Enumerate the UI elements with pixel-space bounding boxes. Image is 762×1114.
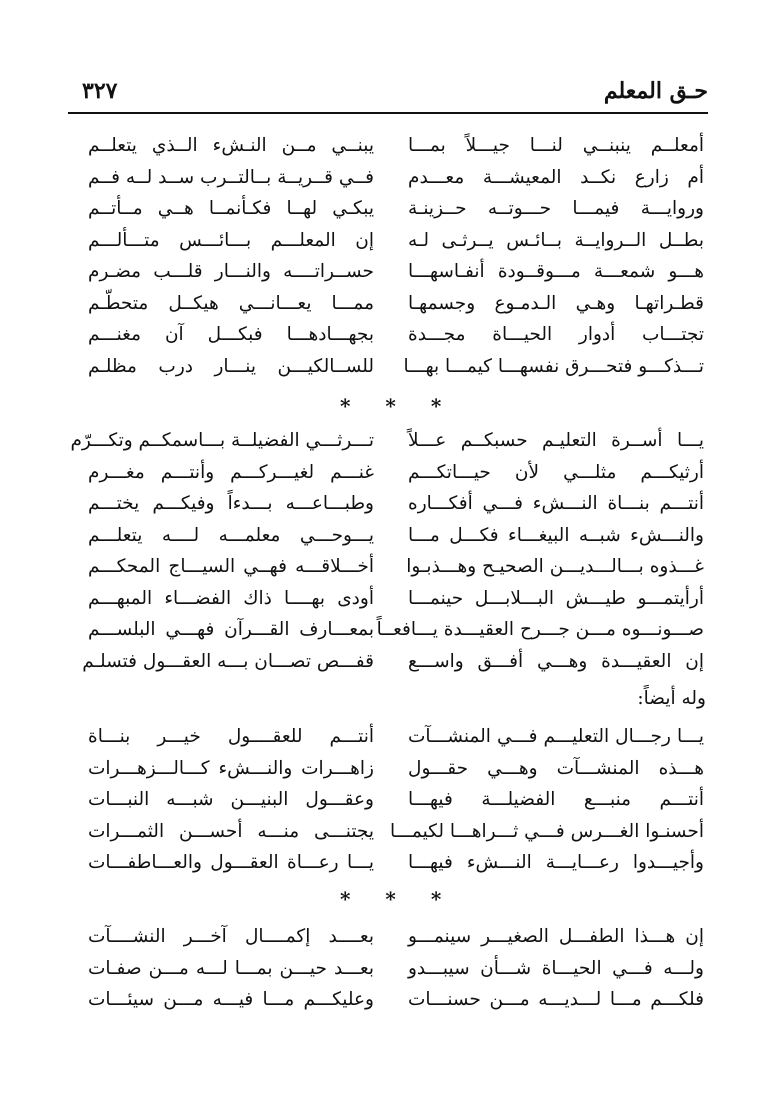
verse-second-hemistich: فــي قــريــة بــالتــرب ســد لــه فــم bbox=[87, 166, 374, 188]
verse-first-hemistich: غـــذوه بـــالـــديـــن الصحيـح وهـــذبـوا bbox=[406, 556, 704, 577]
verse-row bbox=[68, 520, 708, 552]
verse-first-hemistich: إن العقيـــدة وهـــي أفـــق واســـع bbox=[408, 650, 704, 672]
verse-second-hemistich: يـــا رعـــاة العقـــول والعـــاطفـــات bbox=[88, 852, 374, 873]
verse-row bbox=[68, 984, 708, 1016]
verse-second-hemistich: يبكـي لهــا فكـأنمــا هــي مــأتــم bbox=[88, 198, 374, 219]
verse-row bbox=[68, 816, 708, 848]
verse-row bbox=[68, 551, 708, 583]
verse-row bbox=[68, 319, 708, 351]
verse-first-hemistich: أمعلــم ينبنــي لنـــا جيـــلاً بمـــا bbox=[408, 135, 704, 156]
verse-second-hemistich: تـــرثـــي الفضيلــة بـــاسمكــم وتكـــرّم bbox=[70, 430, 374, 451]
verse-row bbox=[68, 193, 708, 225]
verse-first-hemistich: بطــل الــروايــة بــائـس يــرثـى لـه bbox=[408, 229, 704, 251]
page-number: ٣٢٧ bbox=[82, 78, 118, 104]
verse-first-hemistich: والنـــشء شبــه البيغـــاء فكـــل مـــا bbox=[408, 524, 704, 546]
verse-first-hemistich: هـــو شمعـــة مـــوقــودة أنفـاسهـــا bbox=[408, 261, 704, 282]
verse-row bbox=[68, 784, 708, 816]
verse-second-hemistich: يـــوحـــي معلمـــه لــــه يتعلـــم bbox=[88, 524, 374, 546]
section-separator: * * * bbox=[340, 887, 456, 911]
verse-row bbox=[68, 847, 708, 879]
stanza-3 bbox=[68, 721, 708, 879]
verse-second-hemistich: أخـــلاقـــه فهــي السيـــاج المحكـــم bbox=[88, 556, 374, 577]
verse-second-hemistich: يجتنـــى منـــه أحســـن الثمـــرات bbox=[88, 820, 374, 842]
verse-second-hemistich: وطبـــاعـــه بـــدءاً وفيكـــم يختـــم bbox=[88, 493, 374, 514]
verse-row bbox=[68, 162, 708, 194]
verse-second-hemistich: بعــــد إكمــــال آخـــر النشــــآت bbox=[88, 926, 374, 947]
page-header bbox=[68, 74, 708, 114]
verse-second-hemistich: ممـــا يعـــانـــي هيكــل متحطّـم bbox=[88, 292, 374, 314]
verse-row bbox=[68, 425, 708, 457]
verse-row bbox=[68, 225, 708, 257]
verse-first-hemistich: هـــذه المنشـــآت وهـــي حقـــول bbox=[408, 757, 704, 779]
verse-row bbox=[68, 953, 708, 985]
verse-first-hemistich: إن هـــذا الطفـــل الصغيـــر سينمـــو bbox=[408, 926, 704, 947]
section-note: وله أيضاً: bbox=[637, 688, 706, 709]
verse-first-hemistich: صـــونـــوه مـــن جـــرح العقيـــدة يـــافعــاً bbox=[376, 619, 704, 640]
verse-second-hemistich: غنـــم لغيـــركـــم وأنتـــم مغـــرم bbox=[88, 461, 374, 483]
verse-first-hemistich: فلكـــم مـــا لـــديـــه مـــن حسنـــات bbox=[408, 989, 704, 1010]
verse-second-hemistich: بعـــد حيـــن بمـــا لـــه مـــن صفـات bbox=[88, 957, 374, 979]
verse-second-hemistich: يبنــي مــن النـشء الــذي يتعلــم bbox=[88, 135, 374, 156]
verse-row bbox=[68, 614, 708, 646]
verse-first-hemistich: أرأيتمـــو طيـــش البـــلابـــل حينمـــا bbox=[408, 587, 704, 609]
stanza-1 bbox=[68, 130, 708, 382]
verse-first-hemistich: أنتـــم بنـــاة النـــشء فـــي أفكـــاره bbox=[408, 493, 704, 514]
verse-first-hemistich: تجتـــاب أدوار الحيـــاة مجـــدة bbox=[408, 324, 704, 345]
verse-first-hemistich: تـــذكـــو فتحـــرق نفسهـــا كيمـــا بهـــا bbox=[403, 355, 704, 377]
verse-row bbox=[68, 646, 708, 678]
verse-second-hemistich: وعليكـــم مـــا فيـــه مـــن سيئـــات bbox=[88, 989, 374, 1010]
verse-first-hemistich: قطـراتهـا وهـي الـدمـوع وجسمهـا bbox=[408, 292, 704, 314]
verse-first-hemistich: يـــا رجـــال التعليـــم فـــي المنشـــآت bbox=[408, 726, 704, 747]
verse-row bbox=[68, 488, 708, 520]
verse-row bbox=[68, 256, 708, 288]
verse-first-hemistich: أحسنـوا الغـــرس فـــي ثـــراهـــا لكيمـــا bbox=[389, 820, 704, 842]
running-title: حـق المعلم bbox=[603, 78, 708, 104]
verse-second-hemistich: زاهـــرات والنـــشء كـــالـــزهـــرات bbox=[88, 757, 374, 779]
verse-first-hemistich: أنتـــم منبـــع الفضيلـــة فيهـــا bbox=[408, 789, 704, 810]
verse-first-hemistich: أم زارع نكــد المعيشـــة معـــدم bbox=[408, 166, 704, 188]
verse-row bbox=[68, 721, 708, 753]
verse-first-hemistich: ولـــه فـــي الحيـــاة شـــأن سيبـــدو bbox=[408, 957, 704, 979]
verse-second-hemistich: أنتـــم للعقــــول خيـــر بنـــاة bbox=[88, 726, 374, 747]
verse-row bbox=[68, 351, 708, 383]
verse-row bbox=[68, 288, 708, 320]
verse-row bbox=[68, 583, 708, 615]
verse-row bbox=[68, 753, 708, 785]
verse-second-hemistich: قفـــص تصـــان بـــه العقـــول فتسلـم bbox=[82, 650, 374, 672]
stanza-4 bbox=[68, 921, 708, 1016]
stanza-2 bbox=[68, 425, 708, 677]
verse-first-hemistich: وروايـــة فيمـــا حـــوتــه حــزينـة bbox=[408, 198, 704, 219]
verse-second-hemistich: أودى بهــــا ذاك الفضـــاء المبهـــم bbox=[88, 587, 374, 609]
verse-second-hemistich: بجهـــادهـــا فبكـــل آن مغنـــم bbox=[88, 324, 374, 345]
verse-second-hemistich: حســراتــــه والنـــار قلـــب مضـرم bbox=[88, 261, 374, 282]
section-separator: * * * bbox=[340, 394, 456, 418]
verse-row bbox=[68, 921, 708, 953]
verse-second-hemistich: وعقـــول البنيـــن شبـــه النبـــات bbox=[88, 789, 374, 810]
verse-row bbox=[68, 130, 708, 162]
verse-second-hemistich: إن المعلـــم بـــائـــس متـــألـــم bbox=[88, 229, 374, 251]
verse-row bbox=[68, 457, 708, 489]
verse-second-hemistich: للســالكيـــن ينـــار درب مظلـم bbox=[88, 355, 374, 377]
verse-first-hemistich: يـــا أســرة التعليـم حسبكــم عـــلاً bbox=[408, 430, 704, 451]
verse-first-hemistich: وأجيـــدوا رعـــايـــة النـــشء فيهـــا bbox=[408, 852, 704, 873]
verse-second-hemistich: بمعـــارف القـــرآن فهـــي البلســـم bbox=[88, 619, 374, 640]
verse-first-hemistich: أرثيكـــم مثلـــي لأن حيـــاتكـــم bbox=[408, 461, 704, 483]
